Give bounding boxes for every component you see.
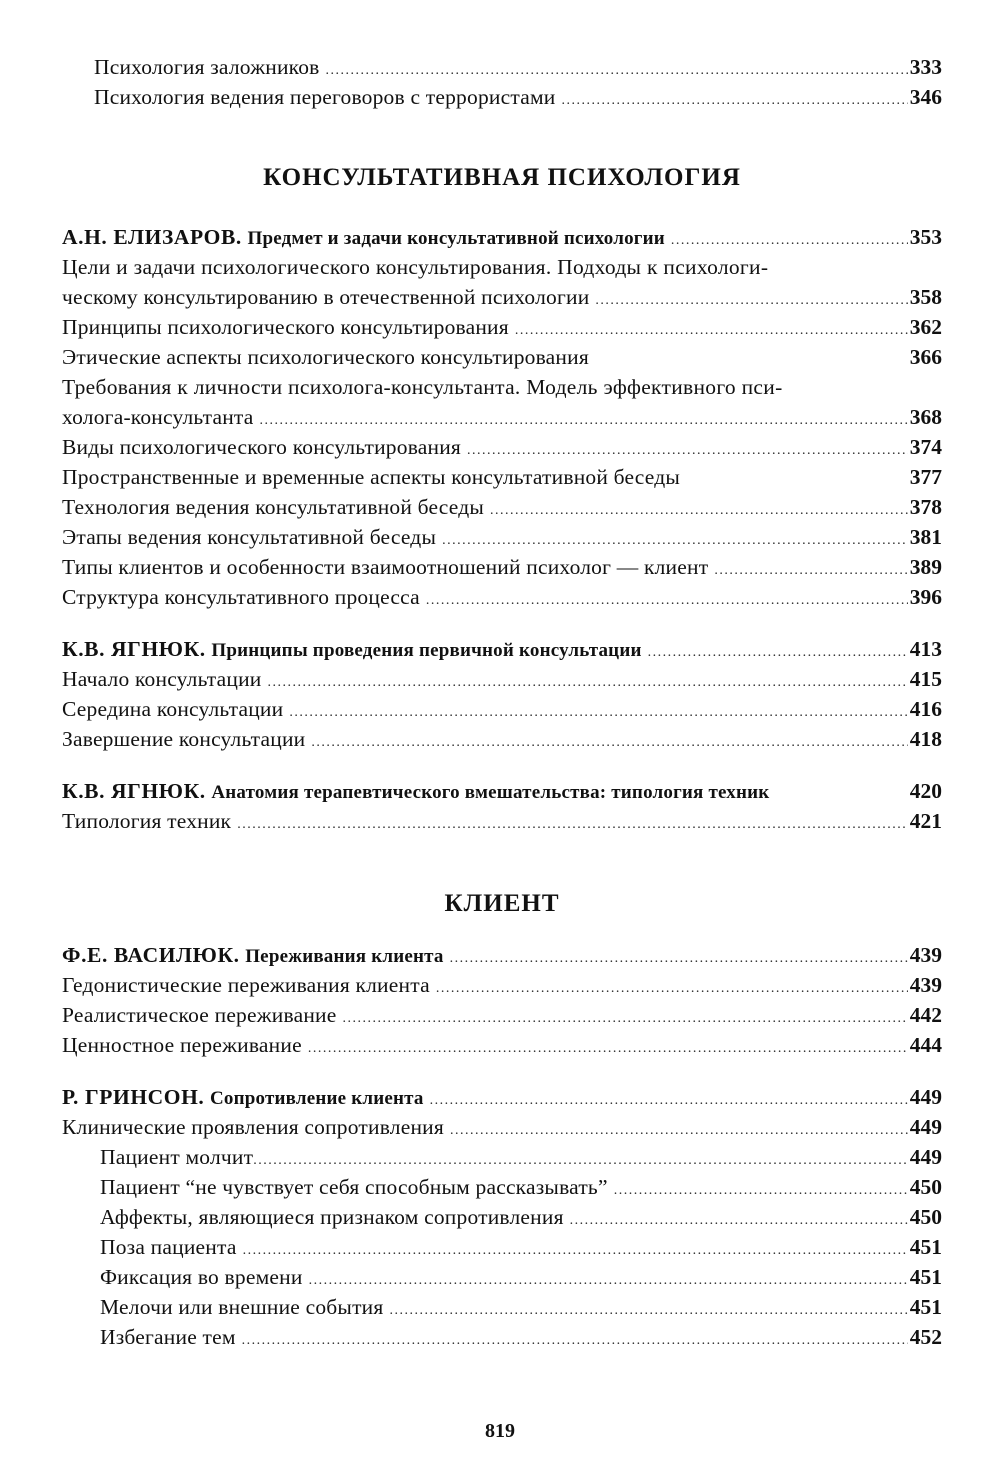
article-heading	[62, 222, 665, 254]
toc-subentry[interactable]	[62, 1322, 942, 1352]
entry-page: 439	[909, 943, 942, 967]
leader-dots	[268, 668, 908, 698]
entry-title: Принципы психологического консультирования	[62, 315, 509, 339]
entry-page: 442	[909, 1003, 942, 1027]
entry-title: Реалистическое переживание	[62, 1003, 337, 1027]
leader-dots	[648, 638, 908, 668]
entry-title: Типы клиентов и особенности взаимоотношений психолог — клиент	[62, 555, 709, 579]
toc-entry[interactable]	[62, 342, 942, 372]
entry-title: Мелочи или внешние события	[100, 1295, 384, 1319]
entry-title-line: Цели и задачи психологического консультирования. Подходы к психологи-	[62, 255, 769, 279]
article-title: Анатомия терапевтического вмешательства: типология техник	[211, 782, 770, 803]
leader-dots	[595, 286, 907, 316]
entry-title: Пациент “не чувствует себя способным рассказывать”	[100, 1175, 608, 1199]
entry-page: 368	[909, 405, 942, 429]
entry-page: 362	[909, 315, 942, 339]
toc-entry[interactable]	[62, 1112, 942, 1142]
entry-title: ческому консультированию в отечественной психологии	[62, 285, 590, 309]
entry-page: 413	[909, 637, 942, 661]
entry-title: Технология ведения консультативной беседы	[62, 495, 485, 519]
toc-entry[interactable]	[62, 402, 942, 432]
toc-entry[interactable]	[62, 492, 942, 522]
article-author: К.В. ЯГНЮК.	[62, 637, 206, 661]
leader-dots	[311, 728, 907, 758]
article-heading	[62, 940, 444, 972]
entry-page: 420	[909, 779, 942, 803]
toc-entry[interactable]	[62, 1000, 942, 1030]
leader-dots	[450, 944, 908, 974]
leader-dots	[714, 556, 907, 586]
entry-page: 451	[909, 1265, 942, 1289]
section-title: КЛИЕНТ	[444, 890, 560, 917]
entry-page: 389	[909, 555, 942, 579]
entry-title: Клинические проявления сопротивления	[62, 1115, 444, 1139]
entry-title: Этические аспекты психологического консультирования	[62, 345, 589, 369]
entry-page: 358	[909, 285, 942, 309]
toc-article-heading[interactable]	[62, 634, 942, 664]
leader-dots	[436, 974, 908, 1004]
toc-entry[interactable]	[62, 82, 942, 112]
toc-entry[interactable]	[62, 312, 942, 342]
toc-subentry[interactable]	[62, 1202, 942, 1232]
article-heading	[62, 776, 769, 808]
entry-title: Виды психологического консультирования	[62, 435, 462, 459]
leader-dots	[490, 496, 908, 526]
leader-dots	[561, 86, 907, 116]
entry-page: 374	[909, 435, 942, 459]
article-author: К.В. ЯГНЮК.	[62, 779, 206, 803]
article-title: Предмет и задачи консультативной психологии	[247, 228, 665, 249]
toc-article-heading[interactable]	[62, 940, 942, 970]
toc-subentry[interactable]	[62, 1142, 942, 1172]
leader-dots	[342, 1004, 907, 1034]
entry-title: Типология техник	[62, 809, 232, 833]
entry-title: Середина консультации	[62, 697, 284, 721]
entry-page: 449	[909, 1085, 942, 1109]
toc-entry[interactable]	[62, 582, 942, 612]
toc-article-heading[interactable]	[62, 222, 942, 252]
entry-page: 451	[909, 1295, 942, 1319]
entry-page: 396	[909, 585, 942, 609]
entry-page: 366	[909, 345, 942, 369]
entry-title: Избегание тем	[100, 1325, 236, 1349]
entry-page: 416	[909, 697, 942, 721]
article-heading	[62, 1082, 424, 1114]
leader-dots	[426, 586, 908, 616]
toc-subentry[interactable]	[62, 1292, 942, 1322]
toc-subentry[interactable]	[62, 1262, 942, 1292]
leader-dots	[243, 1236, 908, 1266]
entry-title: Ценностное переживание	[62, 1033, 302, 1057]
entry-title: Пациент молчит	[100, 1145, 254, 1169]
entry-page: 415	[909, 667, 942, 691]
entry-title: Начало консультации	[62, 667, 262, 691]
entry-page: 449	[909, 1145, 942, 1169]
entry-page: 444	[909, 1033, 942, 1057]
article-title: Сопротивление клиента	[209, 1088, 424, 1109]
entry-page: 381	[909, 525, 942, 549]
toc-entry[interactable]	[62, 52, 942, 82]
toc-entry[interactable]	[62, 282, 942, 312]
entry-title: Гедонистические переживания клиента	[62, 973, 430, 997]
entry-page: 451	[909, 1235, 942, 1259]
leader-dots	[389, 1296, 907, 1326]
leader-dots	[570, 1206, 908, 1236]
toc-entry[interactable]	[62, 664, 942, 694]
entry-title-line: Требования к личности психолога-консультанта. Модель эффективного пси-	[62, 375, 783, 399]
entry-page: 377	[909, 465, 942, 489]
entry-page: 378	[909, 495, 942, 519]
entry-page: 333	[909, 55, 942, 79]
entry-title: Структура консультативного процесса	[62, 585, 420, 609]
entry-title: Поза пациента	[100, 1235, 237, 1259]
toc-entry[interactable]	[62, 724, 942, 754]
entry-title: Фиксация во времени	[100, 1265, 303, 1289]
article-author: А.Н. ЕЛИЗАРОВ.	[62, 225, 242, 249]
leader-dots	[450, 1116, 908, 1146]
entry-page: 353	[909, 225, 942, 249]
leader-dots	[309, 1266, 908, 1296]
entry-title: Психология заложников	[94, 55, 320, 79]
toc-article-heading[interactable]	[62, 776, 942, 806]
article-heading	[62, 634, 642, 666]
toc-entry[interactable]	[62, 1030, 942, 1060]
page-number: 819	[485, 1420, 515, 1442]
entry-page: 452	[909, 1325, 942, 1349]
leader-dots	[430, 1086, 908, 1116]
entry-page: 450	[909, 1205, 942, 1229]
article-title: Принципы проведения первичной консультации	[211, 640, 642, 661]
toc-entry[interactable]	[62, 462, 942, 492]
toc-subentry[interactable]	[62, 1232, 942, 1262]
entry-title: Завершение консультации	[62, 727, 306, 751]
leader-dots	[289, 698, 907, 728]
article-author: Р. ГРИНСОН.	[62, 1085, 205, 1109]
section-title: КОНСУЛЬТАТИВНАЯ ПСИХОЛОГИЯ	[263, 164, 741, 191]
entry-page: 450	[909, 1175, 942, 1199]
toc-subentry[interactable]	[62, 1172, 942, 1202]
entry-page: 418	[909, 727, 942, 751]
entry-title: Этапы ведения консультативной беседы	[62, 525, 437, 549]
entry-page: 346	[909, 85, 942, 109]
leader-dots	[237, 810, 908, 840]
leader-dots	[308, 1034, 908, 1064]
toc-entry[interactable]	[62, 970, 942, 1000]
table-of-contents	[62, 52, 942, 1352]
toc-entry[interactable]	[62, 552, 942, 582]
toc-entry[interactable]	[62, 806, 942, 836]
toc-entry[interactable]	[62, 522, 942, 552]
leader-dots	[242, 1326, 908, 1356]
leader-dots	[614, 1176, 908, 1206]
entry-page: 449	[909, 1115, 942, 1139]
entry-title: Пространственные и временные аспекты консультативной беседы	[62, 465, 681, 489]
entry-title: Аффекты, являющиеся признаком сопротивления	[100, 1205, 564, 1229]
entry-page: 421	[909, 809, 942, 833]
toc-article-heading[interactable]	[62, 1082, 942, 1112]
entry-title: Психология ведения переговоров с террористами	[94, 85, 556, 109]
entry-title: холога-консультанта	[62, 405, 254, 429]
entry-page: 439	[909, 973, 942, 997]
toc-entry[interactable]	[62, 694, 942, 724]
toc-entry[interactable]	[62, 432, 942, 462]
article-title: Переживания клиента	[245, 946, 444, 967]
article-author: Ф.Е. ВАСИЛЮК.	[62, 943, 240, 967]
